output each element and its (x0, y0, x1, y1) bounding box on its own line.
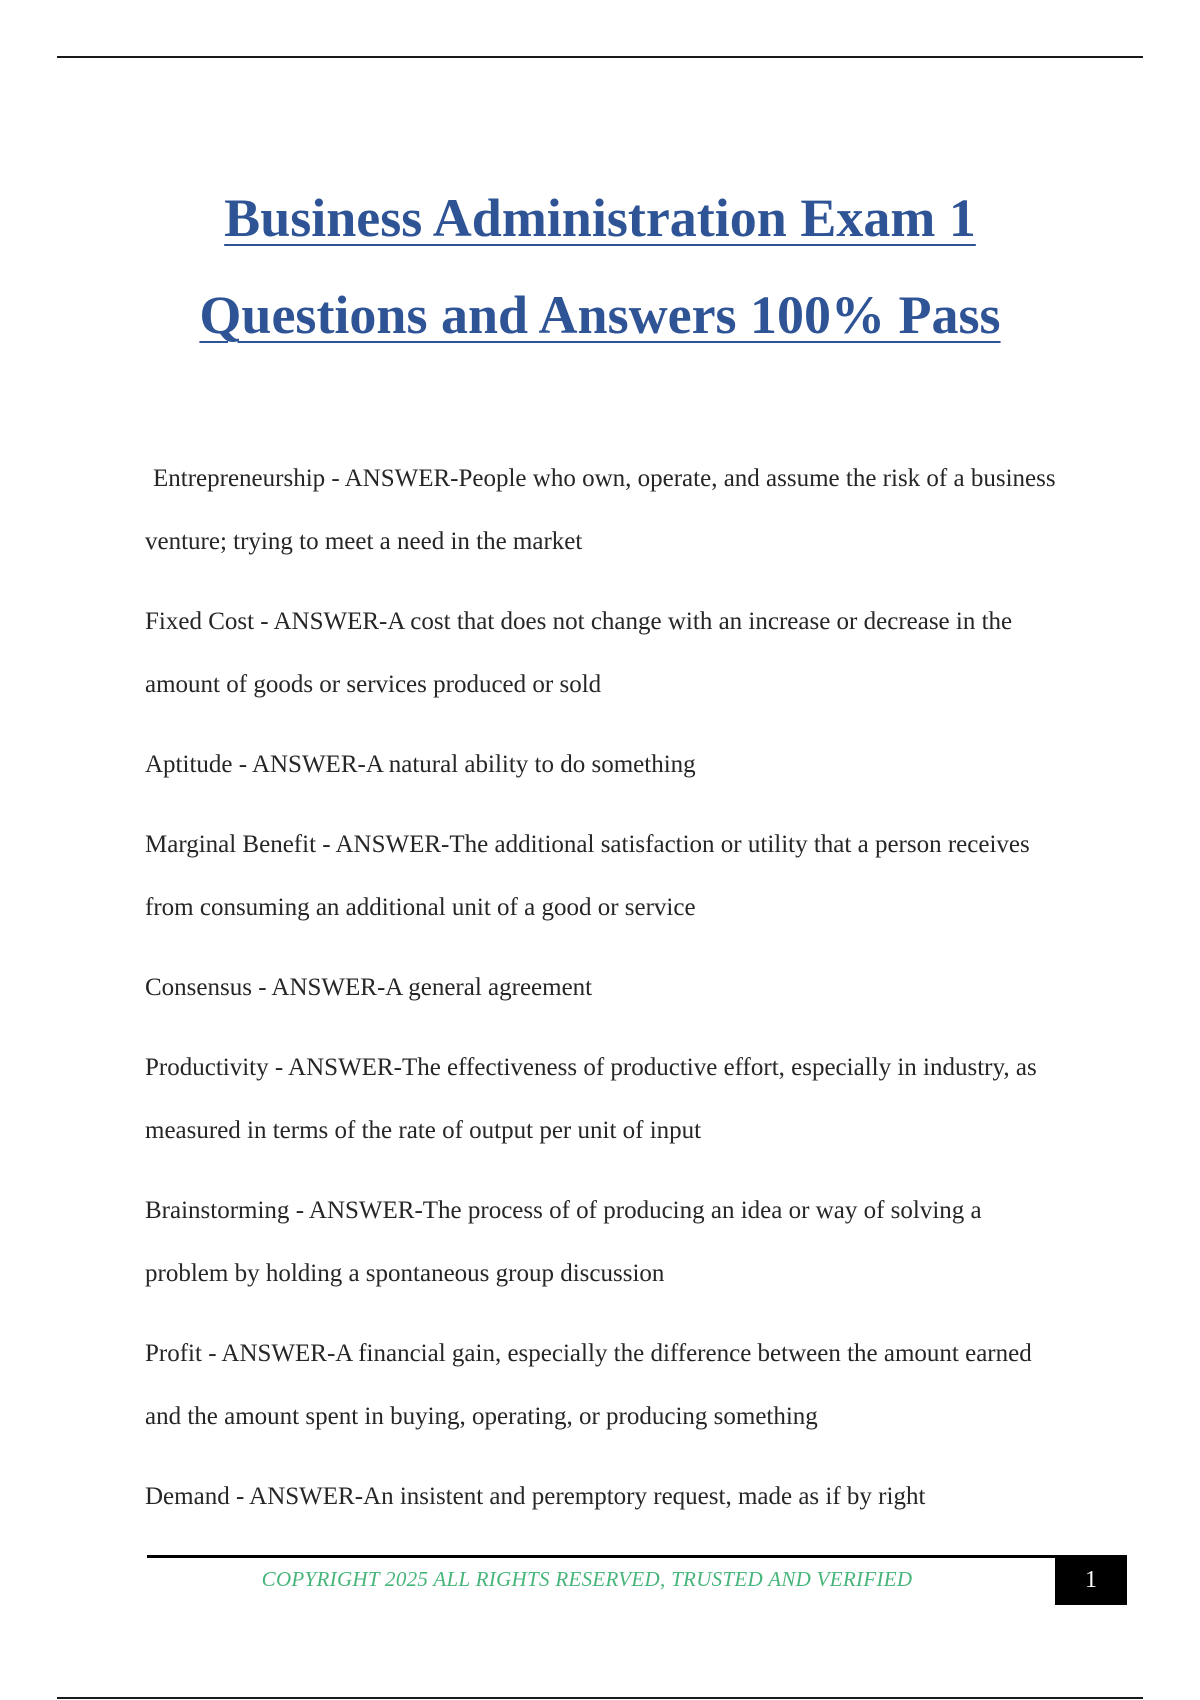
qa-separator: - ANSWER- (316, 831, 450, 858)
qa-term: Profit (145, 1340, 202, 1367)
qa-answer: A natural ability to do something (365, 751, 696, 778)
qa-term: Productivity (145, 1054, 269, 1081)
header-rule (57, 56, 1143, 58)
qa-separator: - ANSWER- (268, 1054, 402, 1081)
bottom-rule (57, 1697, 1143, 1699)
qa-term: Demand (145, 1483, 230, 1510)
qa-separator: - ANSWER- (251, 974, 386, 1001)
qa-answer: A cost that does not change with an increase or decrease in the amount of goods or services produced or sold (145, 608, 1013, 698)
qa-term: Consensus (145, 974, 252, 1001)
qa-term: Brainstorming (145, 1197, 290, 1224)
title-line-1: Business Administration Exam 1 (224, 188, 976, 248)
footer-copyright: COPYRIGHT 2025 ALL RIGHTS RESERVED, TRUSTED AND VERIFIED (261, 1567, 913, 1591)
qa-item (145, 590, 1065, 716)
qa-answer: People who own, operate, and assume the risk of a business venture; trying to meet a need in the market (145, 465, 1056, 555)
qa-item (145, 1179, 1065, 1305)
qa-answer: A general agreement (385, 974, 593, 1001)
qa-separator: - ANSWER- (289, 1197, 423, 1224)
qa-list (145, 447, 1065, 1545)
qa-separator: - ANSWER- (232, 751, 366, 778)
qa-separator: - ANSWER- (254, 608, 388, 635)
qa-term: Entrepreneurship (153, 465, 326, 492)
qa-item (145, 1465, 1065, 1528)
qa-separator: - ANSWER- (201, 1340, 336, 1367)
footer-rule (147, 1555, 1055, 1558)
page-number: 1 (1055, 1555, 1127, 1605)
qa-answer: The additional satisfaction or utility that a person receives from consuming an additional unit of a good or service (145, 831, 1030, 921)
qa-term: Marginal Benefit (145, 831, 317, 858)
document-title (100, 170, 1100, 364)
qa-answer: The process of of producing an idea or way of solving a problem by holding a spontaneous group discussion (145, 1197, 982, 1287)
qa-separator: - ANSWER- (229, 1483, 364, 1510)
qa-item (145, 447, 1065, 573)
qa-item (145, 733, 1065, 796)
qa-term: Aptitude (145, 751, 233, 778)
qa-item (145, 956, 1065, 1019)
qa-answer: An insistent and peremptory request, made as if by right (363, 1483, 926, 1510)
qa-answer: The effectiveness of productive effort, especially in industry, as measured in terms of the rate of output per unit of input (145, 1054, 1037, 1144)
qa-answer: A financial gain, especially the difference between the amount earned and the amount spent in buying, operating, or producing something (145, 1340, 1032, 1430)
qa-separator: - ANSWER- (325, 465, 459, 492)
qa-item (145, 813, 1065, 939)
qa-item (145, 1036, 1065, 1162)
qa-item (145, 1322, 1065, 1448)
title-line-2: Questions and Answers 100% Pass (199, 285, 1001, 345)
qa-term: Fixed Cost (145, 608, 255, 635)
